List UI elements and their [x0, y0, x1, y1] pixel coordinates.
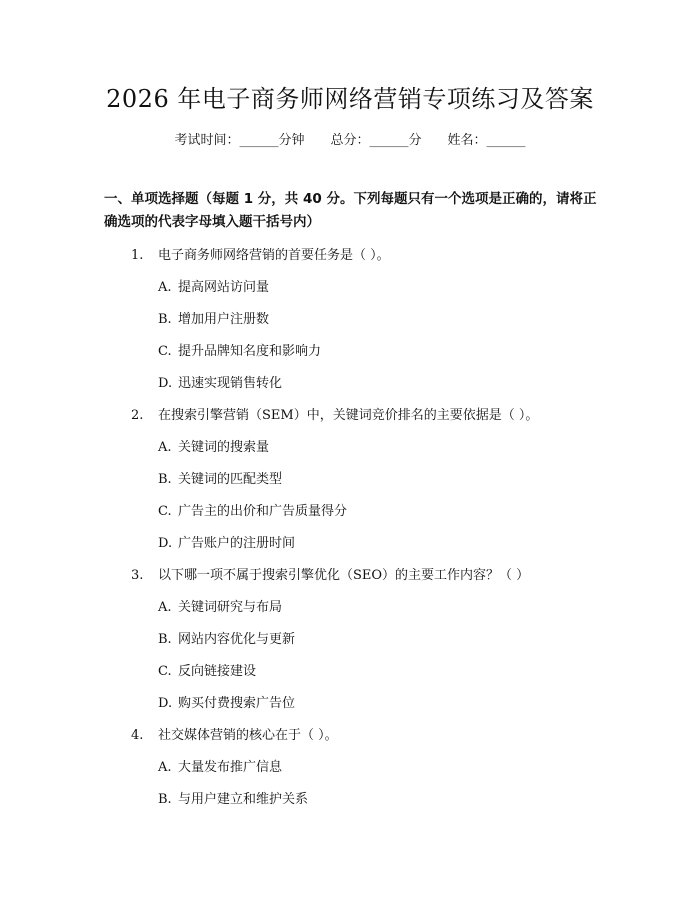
- option-b: [0, 304, 700, 336]
- total-score-label: 总分：______分: [330, 133, 422, 148]
- option-letter: D.: [158, 536, 173, 551]
- option-b: [0, 624, 700, 656]
- option-c: [0, 496, 700, 528]
- option-text: 反向链接建设: [178, 664, 257, 679]
- option-text: 关键词研究与布局: [178, 600, 283, 615]
- option-letter: C.: [158, 664, 172, 679]
- option-a: [0, 592, 700, 624]
- option-letter: C.: [158, 344, 172, 359]
- option-letter: B.: [158, 472, 172, 487]
- option-letter: A.: [158, 280, 172, 295]
- question-3: [0, 560, 700, 720]
- name-label: 姓名：______: [447, 133, 526, 148]
- option-letter: B.: [158, 632, 172, 647]
- option-text: 提高网站访问量: [178, 280, 270, 295]
- section-heading: 一、单项选择题（每题 1 分，共 40 分。下列每题只有一个选项是正确的，请将正确选项的代表字母填入题干括号内）: [104, 191, 597, 230]
- exam-meta: [0, 132, 700, 150]
- option-letter: A.: [158, 440, 172, 455]
- option-letter: A.: [158, 760, 172, 775]
- question-number: 1.: [131, 248, 144, 263]
- option-letter: D.: [158, 376, 173, 391]
- option-b: [0, 464, 700, 496]
- option-letter: A.: [158, 600, 172, 615]
- option-text: 关键词的匹配类型: [178, 472, 283, 487]
- exam-time-label: 考试时间：______分钟: [174, 133, 305, 148]
- option-letter: B.: [158, 792, 172, 807]
- option-text: 增加用户注册数: [178, 312, 270, 327]
- question-text: 在搜索引擎营销（SEM）中，关键词竞价排名的主要依据是（ ）。: [158, 408, 539, 423]
- question-stem: [0, 400, 700, 432]
- option-text: 关键词的搜索量: [178, 440, 270, 455]
- question-stem: [0, 720, 700, 752]
- question-2: [0, 400, 700, 560]
- option-c: [0, 656, 700, 688]
- option-d: [0, 368, 700, 400]
- question-stem: [0, 560, 700, 592]
- option-text: 广告账户的注册时间: [178, 536, 296, 551]
- question-stem: [0, 240, 700, 272]
- question-number: 3.: [131, 568, 144, 583]
- page-title: 2026 年电子商务师网络营销专项练习及答案: [106, 85, 594, 113]
- option-text: 迅速实现销售转化: [178, 376, 283, 391]
- option-text: 广告主的出价和广告质量得分: [178, 504, 348, 519]
- option-text: 与用户建立和维护关系: [178, 792, 309, 807]
- option-letter: B.: [158, 312, 172, 327]
- option-a: [0, 432, 700, 464]
- option-d: [0, 528, 700, 560]
- question-number: 2.: [131, 408, 144, 423]
- question-text: 以下哪一项不属于搜索引擎优化（SEO）的主要工作内容？（ ）: [158, 568, 530, 583]
- option-letter: C.: [158, 504, 172, 519]
- question-list: [0, 240, 700, 816]
- option-b: [0, 784, 700, 816]
- option-text: 购买付费搜索广告位: [178, 696, 296, 711]
- question-number: 4.: [131, 728, 144, 743]
- option-text: 大量发布推广信息: [178, 760, 283, 775]
- option-text: 提升品牌知名度和影响力: [178, 344, 322, 359]
- option-letter: D.: [158, 696, 173, 711]
- option-c: [0, 336, 700, 368]
- option-a: [0, 752, 700, 784]
- option-a: [0, 272, 700, 304]
- question-1: [0, 240, 700, 400]
- option-d: [0, 688, 700, 720]
- question-text: 社交媒体营销的核心在于（ ）。: [158, 728, 338, 743]
- question-text: 电子商务师网络营销的首要任务是（ ）。: [158, 248, 390, 263]
- question-4: [0, 720, 700, 816]
- option-text: 网站内容优化与更新: [178, 632, 296, 647]
